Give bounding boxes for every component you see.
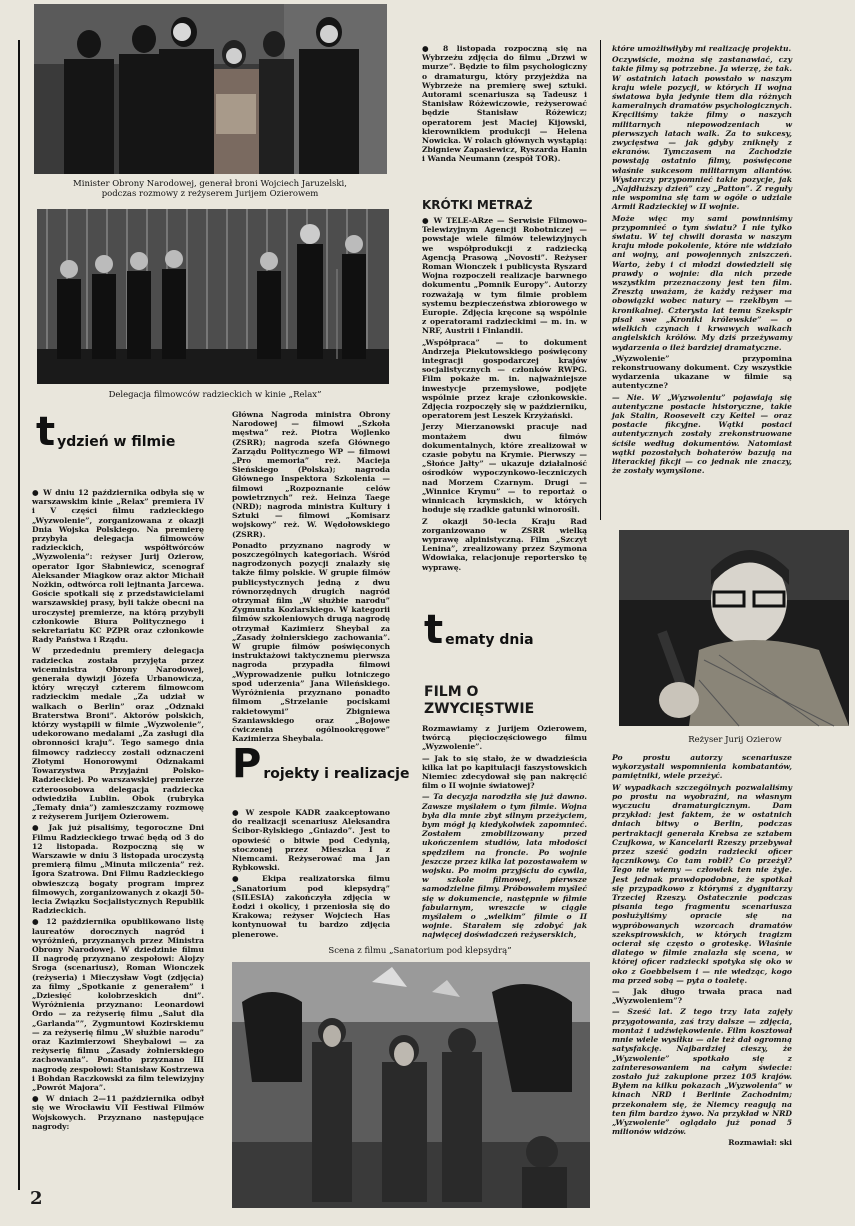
interview-title: FILM O ZWYCIĘSTWIE	[424, 684, 535, 717]
interview-intro: Rozmawiamy z Jurijem Ozierowem, twórcą pięcioczęściowego filmu „Wyzwolenie”.	[422, 724, 587, 752]
column-rule-3-4	[600, 40, 601, 520]
column-2-projects	[232, 808, 390, 948]
interview-answer-2c: W wypadkach szczególnych pozwalaliśmy po prostu na wyobraźni, na własnym wyczuciu dramaturgicznym. Dam przykład: jest faktem, że w ostatnich dniach bitwy o Berlin, podczas pertraktacji generała Krebsa ze sztabem Czujkowa, w Kancelarii Rzeszy przebywał przez sześć godzin radziecki oficer łącznikowy. Co tam robił? Co przeżył? Tego nie wiemy — człowiek ten nie żyje. Jest jednak prawdopodobne, że spotkał się przypadkowo z którymś z dygnitarzy Trzeciej Rzeszy. Ostatecznie podczas pisania tego fragmentu scenariusza posłużyliśmy opracie się na wypróbowanych wzorcach dramatów szekspirowskich, w których tragizm ocierał się często o groteskę. Właśnie dlatego w filmie znalazła się scena, w której oficer radziecki spotyka się oko w oko z Goebbelsem i — nie wiedząc, kogo ma przed sobą — pyta o toaletę.	[612, 782, 792, 985]
article-relax-premiere: ● W dniu 12 października odbyła się w warszawskim kinie „Relax” premiera IV i V części filmu radzieckiego „Wyzwolenie”, zorganizowana z okazji Dnia Wojska Polskiego. Na premierę przybyła delegacja filmowców radzieckich, współtwórców „Wyzwolenia”: reżyser Jurij Ozierow, operator Igor Słabniewicz, scenograf Aleksander Miagkow oraz aktor Michaił Nożkin, odtwórca roli lejtnanta Jarcewa. Goście spotkali się z przedstawicielami warszawskiej prasy, byli także obecni na uroczystej premierze, na którą przybyli członkowie Biura Politycznego i sekretariatu KC PZPR oraz członkowie Rady Państwa i Rządu.	[32, 488, 204, 645]
column-3-interview	[422, 724, 587, 956]
interview-question-2: „Wyzwolenie” przypomina rekonstruowany dokument. Czy wszystkie wydarzenia ukazane w filmie są autentyczne?	[612, 353, 792, 391]
interview-answer-1: — Ta decyzja narodziła się już dawno. Zawsze myślałem o tym filmie. Wojna była dla mnie zbyt silnym przeżyciem, bym mógł ją kiedykolwiek zapomnieć. Zostałem zmobilizowany przed ukończeniem studiów, lata młodości spędziłem na froncie. Po wojnie jeszcze przez kilka lat pozostawałem w wojsku. Po moim przyjściu do cywila, w szkole filmowej, pierwsze samodzielne filmy. Próbowałem myśleć się w dokumencie, następnie w filmie fabularnym, wreszcie w ciągle myślałem o „wielkim” filmie o II wojnie. Starałem się zdobyć jak najwięcej doświadczeń reżyserskich,	[422, 792, 587, 940]
photo-portrait-ozierow	[619, 530, 849, 726]
article-szczyt-lenina: Z okazji 50-lecia Kraju Rad zorganizowano w ZSRR wielką wyprawę alpinistyczną. Film „Szczyt Lenina”, zrealizowany przez Szymona Wdowiaka, relacjonuje reportersko tę wyprawę.	[422, 516, 587, 572]
interview-question-3: — Jak długo trwała praca nad „Wyzwoleniem”?	[612, 987, 792, 1006]
column-4-text-bottom	[612, 753, 792, 1193]
article-wspolpraca: „Współpraca” — to dokument Andrzeja Piekutowskiego poświęcony integracji gospodarczej krajów socjalistycznych — członków RWPG. Film pokaże m. in. najważniejsze inwestycje przemysłowe, podjęte wspólnie przez kraje członkowskie. Zdjęcia rozpoczęły się w październiku, operatorem jest Leszek Krzyżański.	[422, 337, 587, 421]
article-drzwi-w-murze: ● 8 listopada rozpoczną się na Wybrzeżu zdjęcia do filmu „Drzwi w murze”. Będzie to film psychologiczny o dramaturgu, który przyjeżdża na Wybrzeże na premierę swej sztuki. Autorami scenariusza są Tadeusz i Stanisław Różewiczowie, reżyserować będzie Stanisław Różewicz; operatorem jest Maciej Kijowski, kierownikiem produkcji — Helena Nowicka. W rolach głównych wystąpią: Zbigniew Zapasiewicz, Ryszarda Hanin i Wanda Neumann (zespół TOR).	[422, 44, 587, 164]
photo-delegation	[37, 209, 389, 384]
article-category-prizes: Ponadto przyznano nagrody w poszczególnych kategoriach. Wśród nagrodzonych pozycji znalazły się także filmy polskie. W grupie filmów publicystycznych jedną z dwu równorzędnych drugich nagród otrzymał film „W służbie narodu” Zygmunta Kozlarskiego. W kategorii filmów szkoleniowych drugą nagrodę otrzymał Kazimierz Sheybal za „Zasady żołnierskiego zachowania”. W grupie filmów poświęconych instruktażowi taktycznemu pierwsza nagroda przypadła filmowi „Wyprowadzenie pułku lotniczego spod uderzenia” Jana Wileńskiego. Wyróżnienia przyznano ponadto filmom „Strzelanie pociskami rakietowymi” Zbigniewa Szaniawskiego oraz „Bojowe ćwiczenia ogólnookręgowe” Kazimierza Sheybala.	[232, 540, 390, 744]
photo-scene-sanatorium	[232, 962, 590, 1208]
section-heading-krotki-metraz: KRÓTKI METRAŻ	[422, 198, 533, 212]
column-3-text-short	[422, 216, 587, 598]
article-gniazdo: ● W zespole KADR zaakceptowano do realizacji scenariusz Aleksandra Ścibor-Rylskiego „Gniazdo”. Jest to opowieść o bitwie pod Cedynią, stoczonej przez Mieszka I z Niemcami. Reżyserować ma Jan Rybkowski.	[232, 808, 390, 873]
photo-minister-meeting	[34, 4, 387, 174]
interview-answer-1c: Może więc my sami powinniśmy przypomnieć o tym światu? I nie tylko światu. W tej chwili dorasta w naszym kraju młode pokolenie, które nie widziało ani wojny, ani powojennych zniszczeń. Warto, żeby i ci młodzi dowiedzieli się prawdy o wojnie: dla nich przede wszystkim przeznaczony jest ten film. Zresztą uważam, że każdy reżyser ma obowiązki wobec natury — rzekłbym — kronikalnej. Czterysta lat temu Szekspir pisał swe „Kroniki królewskie” — o wielkich czynach i krwawych walkach angielskich królów. My dziś przeżywamy wydarzenia o ileż bardziej dramatyczne.	[612, 213, 792, 352]
column-3-text-top	[422, 44, 587, 184]
caption-portrait: Reżyser Jurij Ozierow	[688, 735, 782, 745]
article-mierzanowski: Jerzy Mierzanowski pracuje nad montażem dwu filmów dokumentalnych, które zrealizował w czasie pobytu na Krymie. Pierwszy — „Słońce Jałty” — ukazuje działalność ośrodków wypoczynkowo-leczniczych nad Morzem Czarnym. Drugi — „Winnice Krymu” — to reportaż o winnicach krymskich, w których hoduje się rzadkie gatunki winorośli.	[422, 422, 587, 515]
article-dni-filmu: ● Jak już pisaliśmy, tegoroczne Dni Filmu Radzieckiego trwać będą od 3 do 12 listopada. Rozpoczną się w Warszawie w dniu 3 listopada uroczystą premierą filmu „Minuta milczenia” reż. Igora Szatrowa. Dni Filmu Radzieckiego obwieszczą bogaty program imprez filmowych, zorganizowanych z okazji 50-lecia Związku Socjalistycznych Republik Radzieckich.	[32, 823, 204, 916]
column-4-text-top	[612, 44, 792, 518]
article-wroclaw-festival: ● W dniach 2—11 października odbył się we Wrocławiu VII Festiwal Filmów Wojskowych. Przyznano następujące nagrody:	[32, 1094, 204, 1131]
section-heading-projekty: Projekty i realizacje	[232, 741, 410, 787]
interview-answer-2: — Nie. W „Wyzwoleniu” pojawiają się autentyczne postacie historyczne, takie jak Stalin, Roosevelt czy Keitel — oraz postacie fikcyjne. Wątki postaci autentycznych zostały zrekonstruowane ściśle według dokumentów. Natomiast wątki pozostałych bohaterów bazują na literackiej fikcji — co jednak nie znaczy, że zostały wymyślone.	[612, 392, 792, 476]
section-heading-tydzien: tydzień w filmie	[36, 409, 176, 455]
caption-scene: Scena z filmu „Sanatorium pod klepsydrą”	[328, 946, 512, 956]
left-border-rule	[18, 40, 20, 1190]
caption-delegation: Delegacja filmowców radzieckich w kinie „Relax”	[108, 390, 322, 400]
section-heading-tematy: tematy dnia	[424, 607, 534, 653]
article-mon-awards: ● 12 października opublikowano listę laureatów dorocznych nagród i wyróżnień, przyznanych przez Ministra Obrony Narodowej. W dziedzinie filmu II nagrodę przyznano zespołowi: Alojzy Sroga (scenariusz), Roman Wionczek (reżyseria) i Mieczysław Vogt (zdjęcia) za filmy „Spotkanie z generałem” i „Dziesięć kolobrzeskich dni”. Wyróżnienia przyznano: Leonardowi Ordo — za reżyserię filmu „Salut dla „Garlanda””, Zygmuntowi Kozirskiemu — za reżyserię filmu „W służbie narodu” oraz Kazimierzowi Sheybalowi — za reżyserię filmu „Zasady żołnierskiego zachowania”. Ponadto przyznano III nagrodę zespołowi: Stanisław Kostrzewa i Bohdan Raczkowski za film telewizyjny „Powrót Majora”.	[32, 917, 204, 1092]
column-2-text	[232, 410, 390, 744]
column-1-text	[32, 488, 204, 1193]
interview-answer-1b: Oczywiście, można się zastanawiać, czy takie filmy są potrzebne. Ja wierzę, że tak. W ostatnich latach powstało w naszym kraju wiele pozycji, w których II wojna światowa była jedynie tłem dla różnych kameralnych dramatów psychologicznych. Kręciliśmy także filmy o naszych militarnych niepowodzeniach w pierwszych latach walk. Za to sukcesy, zwycięstwa — jak gdyby zniknęły z ekranów. Tymczasem na Zachodzie powstają ostatnio filmy, poświęcone właśnie sukcesom militarnym aliantów. Wystarczy przypomnieć takie pozycje, jak „Najdłuższy dzień” czy „Patton”. Z reguły nie wspomina się tam w ogóle o udziale Armii Radzieckiej w II wojnie.	[612, 55, 792, 212]
article-tele-ar: ● W TELE-ARze — Serwisie Filmowo-Telewizyjnym Agencji Robotniczej — powstaje wiele filmów telewizyjnych we współprodukcji z radziecką Agencją Prasową „Novosti”. Reżyser Roman Wionczek i publicysta Ryszard Wojna rozpoczeli realizacje barwnego dokumentu „Pomnik Europy”. Autorzy rozważają w tym filmie problem systemu bezpieczeństwa zbiorowego w Europie. Zdjęcia kręcone są wspólnie z operatorami radzieckimi — m. in. w NRF, Austrii i Finlandii.	[422, 216, 587, 336]
article-delegation-received: W przededniu premiery delegacja radziecka została przyjęta przez wiceministra Obrony Narodowej, generała dywizji Józefa Urbanowicza, który wręczył czterem filmowcom radzieckim medale „Za udział w walkach o Berlin” oraz „Odznaki Braterstwa Broni”. Aktorów polskich, którzy wystąpili w filmie „Wyzwolenie”, udekorowano medalami „Za zasługi dla obronności kraju”. Tego samego dnia filmowcy radzieccy zostali odznaczeni Złotymi Honorowymi Odznakami Towarzystwa Przyjaźni Polsko-Radzieckiej. Po warszawskiej premierze czteroosobowa delegacja radziecka odwiedziła Lublin. Obok (rubryka „Tematy dnia”) zamieszczamy rozmowę z reżyserem Jurijem Ozierowem.	[32, 646, 204, 822]
interview-question-1: — Jak to się stało, że w dwadzieścia kilka lat po kapitulacji faszystowskich Niemiec zdecydował się pan nakręcić film o II wojnie światowej?	[422, 753, 587, 791]
interview-answer-1-cont: które umożliwiłyby mi realizację projektu.	[612, 44, 792, 53]
article-sanatorium: ● Ekipa realizatorska filmu „Sanatorium pod klepsydrą” (SILESIA) zakończyła zdjęcia w Łodzi i okolicy, i przeniosła się do Krakowa; reżyser Wojciech Has kontynuował tu bardzo zdjęcia plenerowe.	[232, 874, 390, 939]
article-festival-prizes: Główna Nagroda ministra Obrony Narodowej — filmowi „Szkoła męstwa” reż. Piotra Wojlenko (ZSRR); nagroda szefa Głównego Zarządu Politycznego WP — filmowi „Pro memoria” reż. Macieja Sieńskiego (Polska); nagroda Głównego Inspektora Szkolenia — filmowi „Rozpoznanie celów powietrznych” reż. Heinza Taege (NRD); nagroda ministra Kultury i Sztuki — filmowi „Komisarz wojskowy” reż. W. Wędołowskiego (ZSRR).	[232, 410, 390, 539]
caption-minister: Minister Obrony Narodowej, generał broni Wojciech Jaruzelski, podczas rozmowy z reżyserem Jurijem Ozierowem	[73, 179, 347, 199]
interview-answer-2b: Po prostu autorzy scenariusze wykorzystali wspomnienia kombatantów, pamiętniki, wiele przeżyć.	[612, 753, 792, 781]
interview-signature: Rozmawiał: ski	[728, 1138, 792, 1148]
interview-answer-3: — Sześć lat. Z tego trzy lata zajęły przygotowania, zaś trzy dalsze — zdjęcia, montaż i udźwiękowienie. Film kosztował mnie wiele wysiłku — ale też dał ogromną satysfakcję. Najbardziej cieszy, że „Wyzwolenie” spotkało się z zainteresowaniem na całym świecie: zostało już zakupione przez 105 krajów. Byłem na kilku pokazach „Wyzwolenia” w kinach NRD i Berlinie Zachodnim; przekonałem się, że Niemcy reagują na ten film bardzo żywo. Na przykład w NRD „Wyzwolenie” oglądało już ponad 5 milionów widzów.	[612, 1007, 792, 1137]
page-number: 2	[30, 1188, 43, 1209]
